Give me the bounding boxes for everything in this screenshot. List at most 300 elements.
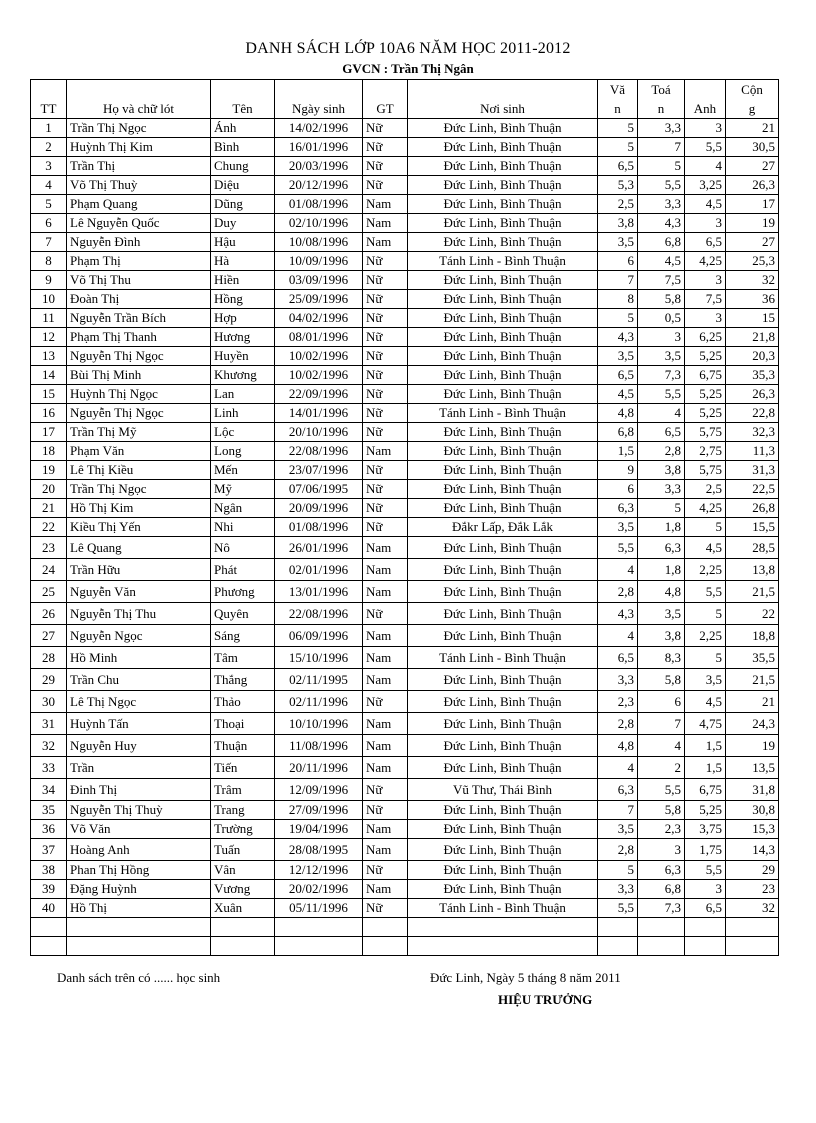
table-row: [31, 176, 779, 195]
cell-literature: 2,3: [598, 691, 638, 713]
cell-birthplace: Tánh Linh - Bình Thuận: [408, 647, 598, 669]
table-row: [31, 385, 779, 404]
table-row: [31, 157, 779, 176]
cell-birthplace: Đức Linh, Bình Thuận: [408, 271, 598, 290]
table-row: [31, 119, 779, 138]
cell-tt: 20: [31, 480, 67, 499]
empty-cell: [363, 918, 408, 937]
cell-birthplace: Đức Linh, Bình Thuận: [408, 233, 598, 252]
cell-literature: 3,5: [598, 233, 638, 252]
empty-cell: [31, 918, 67, 937]
cell-total: 32: [726, 271, 779, 290]
empty-cell: [211, 918, 275, 937]
cell-tt: 18: [31, 442, 67, 461]
table-row: [31, 691, 779, 713]
cell-birth-date: 25/09/1996: [275, 290, 363, 309]
cell-tt: 9: [31, 271, 67, 290]
cell-literature: 4: [598, 625, 638, 647]
cell-tt: 11: [31, 309, 67, 328]
table-row: [31, 899, 779, 918]
cell-gender: Nam: [363, 757, 408, 779]
cell-tt: 16: [31, 404, 67, 423]
col-header-birth-date: Ngày sinh: [275, 80, 363, 119]
cell-tt: 15: [31, 385, 67, 404]
cell-english: 1,5: [685, 757, 726, 779]
cell-full-name: Nguyễn Đình: [67, 233, 211, 252]
cell-gender: Nam: [363, 233, 408, 252]
cell-birthplace: Đức Linh, Bình Thuận: [408, 309, 598, 328]
cell-gender: Nữ: [363, 347, 408, 366]
col-header-total-line2: g: [748, 101, 756, 116]
table-row: [31, 713, 779, 735]
cell-math: 5,8: [638, 801, 685, 820]
cell-english: 4,25: [685, 252, 726, 271]
cell-literature: 4,8: [598, 404, 638, 423]
cell-full-name: Bùi Thị Minh: [67, 366, 211, 385]
cell-full-name: Trần Chu: [67, 669, 211, 691]
cell-full-name: Phan Thị Hồng: [67, 861, 211, 880]
cell-english: 4,25: [685, 499, 726, 518]
empty-cell: [726, 918, 779, 937]
cell-tt: 12: [31, 328, 67, 347]
cell-birth-date: 08/01/1996: [275, 328, 363, 347]
cell-english: 3,5: [685, 669, 726, 691]
cell-birthplace: Đức Linh, Bình Thuận: [408, 603, 598, 625]
cell-tt: 28: [31, 647, 67, 669]
cell-math: 7,5: [638, 271, 685, 290]
table-row: [31, 138, 779, 157]
cell-full-name: Trần Thị Ngọc: [67, 119, 211, 138]
cell-birth-date: 22/08/1996: [275, 603, 363, 625]
table-row: [31, 839, 779, 861]
cell-birth-date: 14/01/1996: [275, 404, 363, 423]
cell-full-name: Trần Hữu: [67, 559, 211, 581]
cell-math: 3,3: [638, 195, 685, 214]
cell-full-name: Trần Thị Ngọc: [67, 480, 211, 499]
cell-english: 5,5: [685, 581, 726, 603]
cell-birthplace: Đức Linh, Bình Thuận: [408, 328, 598, 347]
cell-birth-date: 02/11/1996: [275, 691, 363, 713]
table-body: [31, 119, 779, 956]
cell-english: 1,5: [685, 735, 726, 757]
cell-literature: 3,3: [598, 669, 638, 691]
cell-english: 4,5: [685, 691, 726, 713]
cell-tt: 10: [31, 290, 67, 309]
cell-birthplace: Tánh Linh - Bình Thuận: [408, 899, 598, 918]
cell-birth-date: 10/02/1996: [275, 366, 363, 385]
col-header-total-line1: Cộn: [741, 82, 763, 97]
cell-literature: 4,3: [598, 328, 638, 347]
cell-birthplace: Đức Linh, Bình Thuận: [408, 176, 598, 195]
table-row: [31, 735, 779, 757]
cell-birth-date: 19/04/1996: [275, 820, 363, 839]
cell-gender: Nữ: [363, 119, 408, 138]
cell-birth-date: 14/02/1996: [275, 119, 363, 138]
cell-tt: 1: [31, 119, 67, 138]
cell-given-name: Lộc: [211, 423, 275, 442]
cell-literature: 2,8: [598, 839, 638, 861]
cell-birth-date: 13/01/1996: [275, 581, 363, 603]
cell-birth-date: 02/10/1996: [275, 214, 363, 233]
cell-gender: Nữ: [363, 691, 408, 713]
cell-birth-date: 28/08/1995: [275, 839, 363, 861]
cell-english: 1,75: [685, 839, 726, 861]
cell-total: 21: [726, 691, 779, 713]
cell-given-name: Tuấn: [211, 839, 275, 861]
cell-english: 5: [685, 603, 726, 625]
cell-gender: Nam: [363, 839, 408, 861]
cell-english: 4,5: [685, 537, 726, 559]
cell-tt: 7: [31, 233, 67, 252]
cell-literature: 5: [598, 309, 638, 328]
cell-given-name: Diệu: [211, 176, 275, 195]
cell-full-name: Phạm Thị: [67, 252, 211, 271]
cell-gender: Nữ: [363, 518, 408, 537]
table-row: [31, 347, 779, 366]
cell-total: 21: [726, 119, 779, 138]
cell-birthplace: Đức Linh, Bình Thuận: [408, 119, 598, 138]
cell-literature: 6,5: [598, 157, 638, 176]
cell-tt: 32: [31, 735, 67, 757]
cell-math: 6,3: [638, 861, 685, 880]
cell-given-name: Mỹ: [211, 480, 275, 499]
cell-birth-date: 26/01/1996: [275, 537, 363, 559]
cell-birthplace: Đức Linh, Bình Thuận: [408, 691, 598, 713]
cell-given-name: Trang: [211, 801, 275, 820]
cell-english: 5,5: [685, 138, 726, 157]
table-row: [31, 252, 779, 271]
cell-given-name: Dũng: [211, 195, 275, 214]
cell-full-name: Hồ Thị Kim: [67, 499, 211, 518]
cell-tt: 34: [31, 779, 67, 801]
cell-birthplace: Đức Linh, Bình Thuận: [408, 385, 598, 404]
cell-birthplace: Đức Linh, Bình Thuận: [408, 214, 598, 233]
cell-full-name: Hồ Thị: [67, 899, 211, 918]
cell-given-name: Trường: [211, 820, 275, 839]
cell-birth-date: 12/09/1996: [275, 779, 363, 801]
cell-gender: Nữ: [363, 366, 408, 385]
cell-birthplace: Đức Linh, Bình Thuận: [408, 839, 598, 861]
cell-math: 6,3: [638, 537, 685, 559]
cell-birth-date: 06/09/1996: [275, 625, 363, 647]
cell-english: 6,5: [685, 233, 726, 252]
cell-math: 3,3: [638, 480, 685, 499]
cell-birth-date: 10/08/1996: [275, 233, 363, 252]
table-row: [31, 366, 779, 385]
cell-full-name: Lê Thị Kiều: [67, 461, 211, 480]
cell-literature: 6,3: [598, 779, 638, 801]
cell-math: 7,3: [638, 366, 685, 385]
col-header-birthplace: Nơi sinh: [408, 80, 598, 119]
cell-birth-date: 11/08/1996: [275, 735, 363, 757]
cell-tt: 37: [31, 839, 67, 861]
table-row: [31, 801, 779, 820]
cell-birthplace: Đức Linh, Bình Thuận: [408, 157, 598, 176]
col-header-tt: TT: [31, 80, 67, 119]
cell-full-name: Nguyễn Thị Thu: [67, 603, 211, 625]
cell-total: 21,5: [726, 669, 779, 691]
cell-total: 23: [726, 880, 779, 899]
cell-full-name: Lê Quang: [67, 537, 211, 559]
cell-english: 5,75: [685, 423, 726, 442]
cell-literature: 2,8: [598, 581, 638, 603]
cell-total: 28,5: [726, 537, 779, 559]
cell-tt: 27: [31, 625, 67, 647]
cell-gender: Nữ: [363, 290, 408, 309]
empty-row: [31, 918, 779, 937]
cell-tt: 25: [31, 581, 67, 603]
cell-given-name: Khương: [211, 366, 275, 385]
cell-gender: Nữ: [363, 861, 408, 880]
cell-math: 3,8: [638, 625, 685, 647]
cell-given-name: Lan: [211, 385, 275, 404]
cell-english: 3: [685, 214, 726, 233]
cell-full-name: Huỳnh Thị Kim: [67, 138, 211, 157]
cell-literature: 2,5: [598, 195, 638, 214]
cell-math: 7: [638, 713, 685, 735]
cell-english: 3: [685, 309, 726, 328]
cell-total: 25,3: [726, 252, 779, 271]
empty-cell: [685, 918, 726, 937]
cell-birth-date: 22/09/1996: [275, 385, 363, 404]
cell-given-name: Hương: [211, 328, 275, 347]
cell-birthplace: Đức Linh, Bình Thuận: [408, 880, 598, 899]
cell-literature: 1,5: [598, 442, 638, 461]
cell-full-name: Huỳnh Tấn: [67, 713, 211, 735]
cell-full-name: Nguyễn Thị Thuỳ: [67, 801, 211, 820]
cell-total: 22,5: [726, 480, 779, 499]
table-row: [31, 581, 779, 603]
cell-tt: 13: [31, 347, 67, 366]
cell-tt: 19: [31, 461, 67, 480]
cell-full-name: Đinh Thị: [67, 779, 211, 801]
cell-math: 1,8: [638, 518, 685, 537]
cell-birthplace: Đức Linh, Bình Thuận: [408, 461, 598, 480]
cell-literature: 9: [598, 461, 638, 480]
empty-cell: [638, 937, 685, 956]
cell-gender: Nam: [363, 195, 408, 214]
cell-math: 5,5: [638, 176, 685, 195]
class-list-table: [30, 79, 779, 956]
cell-english: 4: [685, 157, 726, 176]
cell-gender: Nam: [363, 442, 408, 461]
empty-row: [31, 937, 779, 956]
cell-english: 6,75: [685, 779, 726, 801]
cell-tt: 36: [31, 820, 67, 839]
empty-cell: [363, 937, 408, 956]
cell-gender: Nữ: [363, 309, 408, 328]
cell-total: 17: [726, 195, 779, 214]
cell-birthplace: Đức Linh, Bình Thuận: [408, 559, 598, 581]
table-row: [31, 669, 779, 691]
cell-math: 7,3: [638, 899, 685, 918]
cell-math: 3: [638, 328, 685, 347]
cell-tt: 2: [31, 138, 67, 157]
cell-birthplace: Đức Linh, Bình Thuận: [408, 480, 598, 499]
cell-english: 5,25: [685, 404, 726, 423]
cell-given-name: Tiến: [211, 757, 275, 779]
cell-literature: 3,3: [598, 880, 638, 899]
cell-total: 21,5: [726, 581, 779, 603]
cell-math: 5,5: [638, 779, 685, 801]
cell-birthplace: Đức Linh, Bình Thuận: [408, 138, 598, 157]
cell-birthplace: Vũ Thư, Thái Bình: [408, 779, 598, 801]
cell-full-name: Nguyễn Thị Ngọc: [67, 404, 211, 423]
table-row: [31, 559, 779, 581]
empty-cell: [275, 937, 363, 956]
table-row: [31, 404, 779, 423]
cell-math: 5,8: [638, 669, 685, 691]
cell-birthplace: Đức Linh, Bình Thuận: [408, 423, 598, 442]
cell-given-name: Bình: [211, 138, 275, 157]
cell-gender: Nữ: [363, 423, 408, 442]
table-row: [31, 518, 779, 537]
cell-math: 4,5: [638, 252, 685, 271]
table-row: [31, 861, 779, 880]
cell-english: 3,25: [685, 176, 726, 195]
cell-literature: 4,3: [598, 603, 638, 625]
cell-birthplace: Đức Linh, Bình Thuận: [408, 195, 598, 214]
cell-birth-date: 20/12/1996: [275, 176, 363, 195]
cell-total: 24,3: [726, 713, 779, 735]
col-header-literature: [598, 80, 638, 119]
cell-tt: 38: [31, 861, 67, 880]
cell-full-name: Võ Thị Thu: [67, 271, 211, 290]
cell-given-name: Duy: [211, 214, 275, 233]
cell-literature: 3,5: [598, 347, 638, 366]
cell-birthplace: Tánh Linh - Bình Thuận: [408, 252, 598, 271]
table-row: [31, 757, 779, 779]
table-row: [31, 880, 779, 899]
cell-birth-date: 12/12/1996: [275, 861, 363, 880]
table-row: [31, 214, 779, 233]
cell-full-name: Đặng Huỳnh: [67, 880, 211, 899]
cell-given-name: Ánh: [211, 119, 275, 138]
col-header-literature-line1: Vă: [609, 82, 626, 97]
cell-literature: 3,8: [598, 214, 638, 233]
col-header-math-line1: Toá: [651, 82, 671, 97]
cell-given-name: Quyên: [211, 603, 275, 625]
col-header-literature-line2: n: [614, 101, 621, 116]
cell-tt: 23: [31, 537, 67, 559]
cell-tt: 22: [31, 518, 67, 537]
cell-tt: 33: [31, 757, 67, 779]
col-header-total: [726, 80, 779, 119]
cell-birthplace: Đức Linh, Bình Thuận: [408, 669, 598, 691]
cell-birth-date: 01/08/1996: [275, 195, 363, 214]
cell-tt: 17: [31, 423, 67, 442]
cell-literature: 5: [598, 861, 638, 880]
col-header-full-name: Họ và chữ lót: [67, 80, 211, 119]
cell-literature: 3,5: [598, 820, 638, 839]
empty-cell: [598, 937, 638, 956]
cell-english: 4,75: [685, 713, 726, 735]
cell-gender: Nữ: [363, 252, 408, 271]
cell-given-name: Sáng: [211, 625, 275, 647]
cell-total: 27: [726, 157, 779, 176]
cell-given-name: Thoại: [211, 713, 275, 735]
cell-tt: 6: [31, 214, 67, 233]
cell-total: 29: [726, 861, 779, 880]
cell-given-name: Chung: [211, 157, 275, 176]
cell-birthplace: Đức Linh, Bình Thuận: [408, 581, 598, 603]
cell-full-name: Võ Văn: [67, 820, 211, 839]
cell-gender: Nam: [363, 713, 408, 735]
cell-full-name: Nguyễn Ngọc: [67, 625, 211, 647]
cell-literature: 7: [598, 801, 638, 820]
cell-total: 15,3: [726, 820, 779, 839]
cell-birthplace: Đức Linh, Bình Thuận: [408, 625, 598, 647]
cell-english: 3: [685, 880, 726, 899]
cell-tt: 26: [31, 603, 67, 625]
table-row: [31, 290, 779, 309]
cell-full-name: Đoàn Thị: [67, 290, 211, 309]
cell-english: 5,25: [685, 801, 726, 820]
table-row: [31, 423, 779, 442]
cell-given-name: Hậu: [211, 233, 275, 252]
cell-gender: Nam: [363, 581, 408, 603]
cell-birthplace: Đức Linh, Bình Thuận: [408, 347, 598, 366]
cell-total: 36: [726, 290, 779, 309]
table-row: [31, 779, 779, 801]
cell-birth-date: 20/10/1996: [275, 423, 363, 442]
cell-total: 19: [726, 214, 779, 233]
cell-tt: 40: [31, 899, 67, 918]
cell-tt: 4: [31, 176, 67, 195]
cell-full-name: Huỳnh Thị Ngọc: [67, 385, 211, 404]
cell-given-name: Nhi: [211, 518, 275, 537]
col-header-given-name: Tên: [211, 80, 275, 119]
cell-birthplace: Đức Linh, Bình Thuận: [408, 801, 598, 820]
cell-given-name: Hồng: [211, 290, 275, 309]
cell-english: 2,5: [685, 480, 726, 499]
cell-math: 4: [638, 404, 685, 423]
cell-given-name: Thắng: [211, 669, 275, 691]
empty-cell: [67, 937, 211, 956]
cell-given-name: Long: [211, 442, 275, 461]
cell-english: 5: [685, 647, 726, 669]
empty-cell: [408, 918, 598, 937]
cell-tt: 24: [31, 559, 67, 581]
cell-birthplace: Tánh Linh - Bình Thuận: [408, 404, 598, 423]
cell-gender: Nữ: [363, 779, 408, 801]
cell-given-name: Phát: [211, 559, 275, 581]
table-row: [31, 647, 779, 669]
empty-cell: [638, 918, 685, 937]
cell-total: 32,3: [726, 423, 779, 442]
cell-english: 7,5: [685, 290, 726, 309]
table-row: [31, 195, 779, 214]
cell-birth-date: 20/02/1996: [275, 880, 363, 899]
cell-tt: 5: [31, 195, 67, 214]
cell-total: 13,5: [726, 757, 779, 779]
cell-literature: 5,3: [598, 176, 638, 195]
cell-total: 35,5: [726, 647, 779, 669]
cell-literature: 4: [598, 757, 638, 779]
cell-english: 4,5: [685, 195, 726, 214]
cell-tt: 31: [31, 713, 67, 735]
cell-birthplace: Đắkr Lấp, Đắk Lắk: [408, 518, 598, 537]
cell-birthplace: Đức Linh, Bình Thuận: [408, 735, 598, 757]
cell-literature: 3,5: [598, 518, 638, 537]
cell-literature: 5: [598, 138, 638, 157]
cell-gender: Nam: [363, 735, 408, 757]
cell-birth-date: 16/01/1996: [275, 138, 363, 157]
cell-gender: Nữ: [363, 480, 408, 499]
cell-total: 21,8: [726, 328, 779, 347]
cell-given-name: Thảo: [211, 691, 275, 713]
cell-literature: 5,5: [598, 899, 638, 918]
